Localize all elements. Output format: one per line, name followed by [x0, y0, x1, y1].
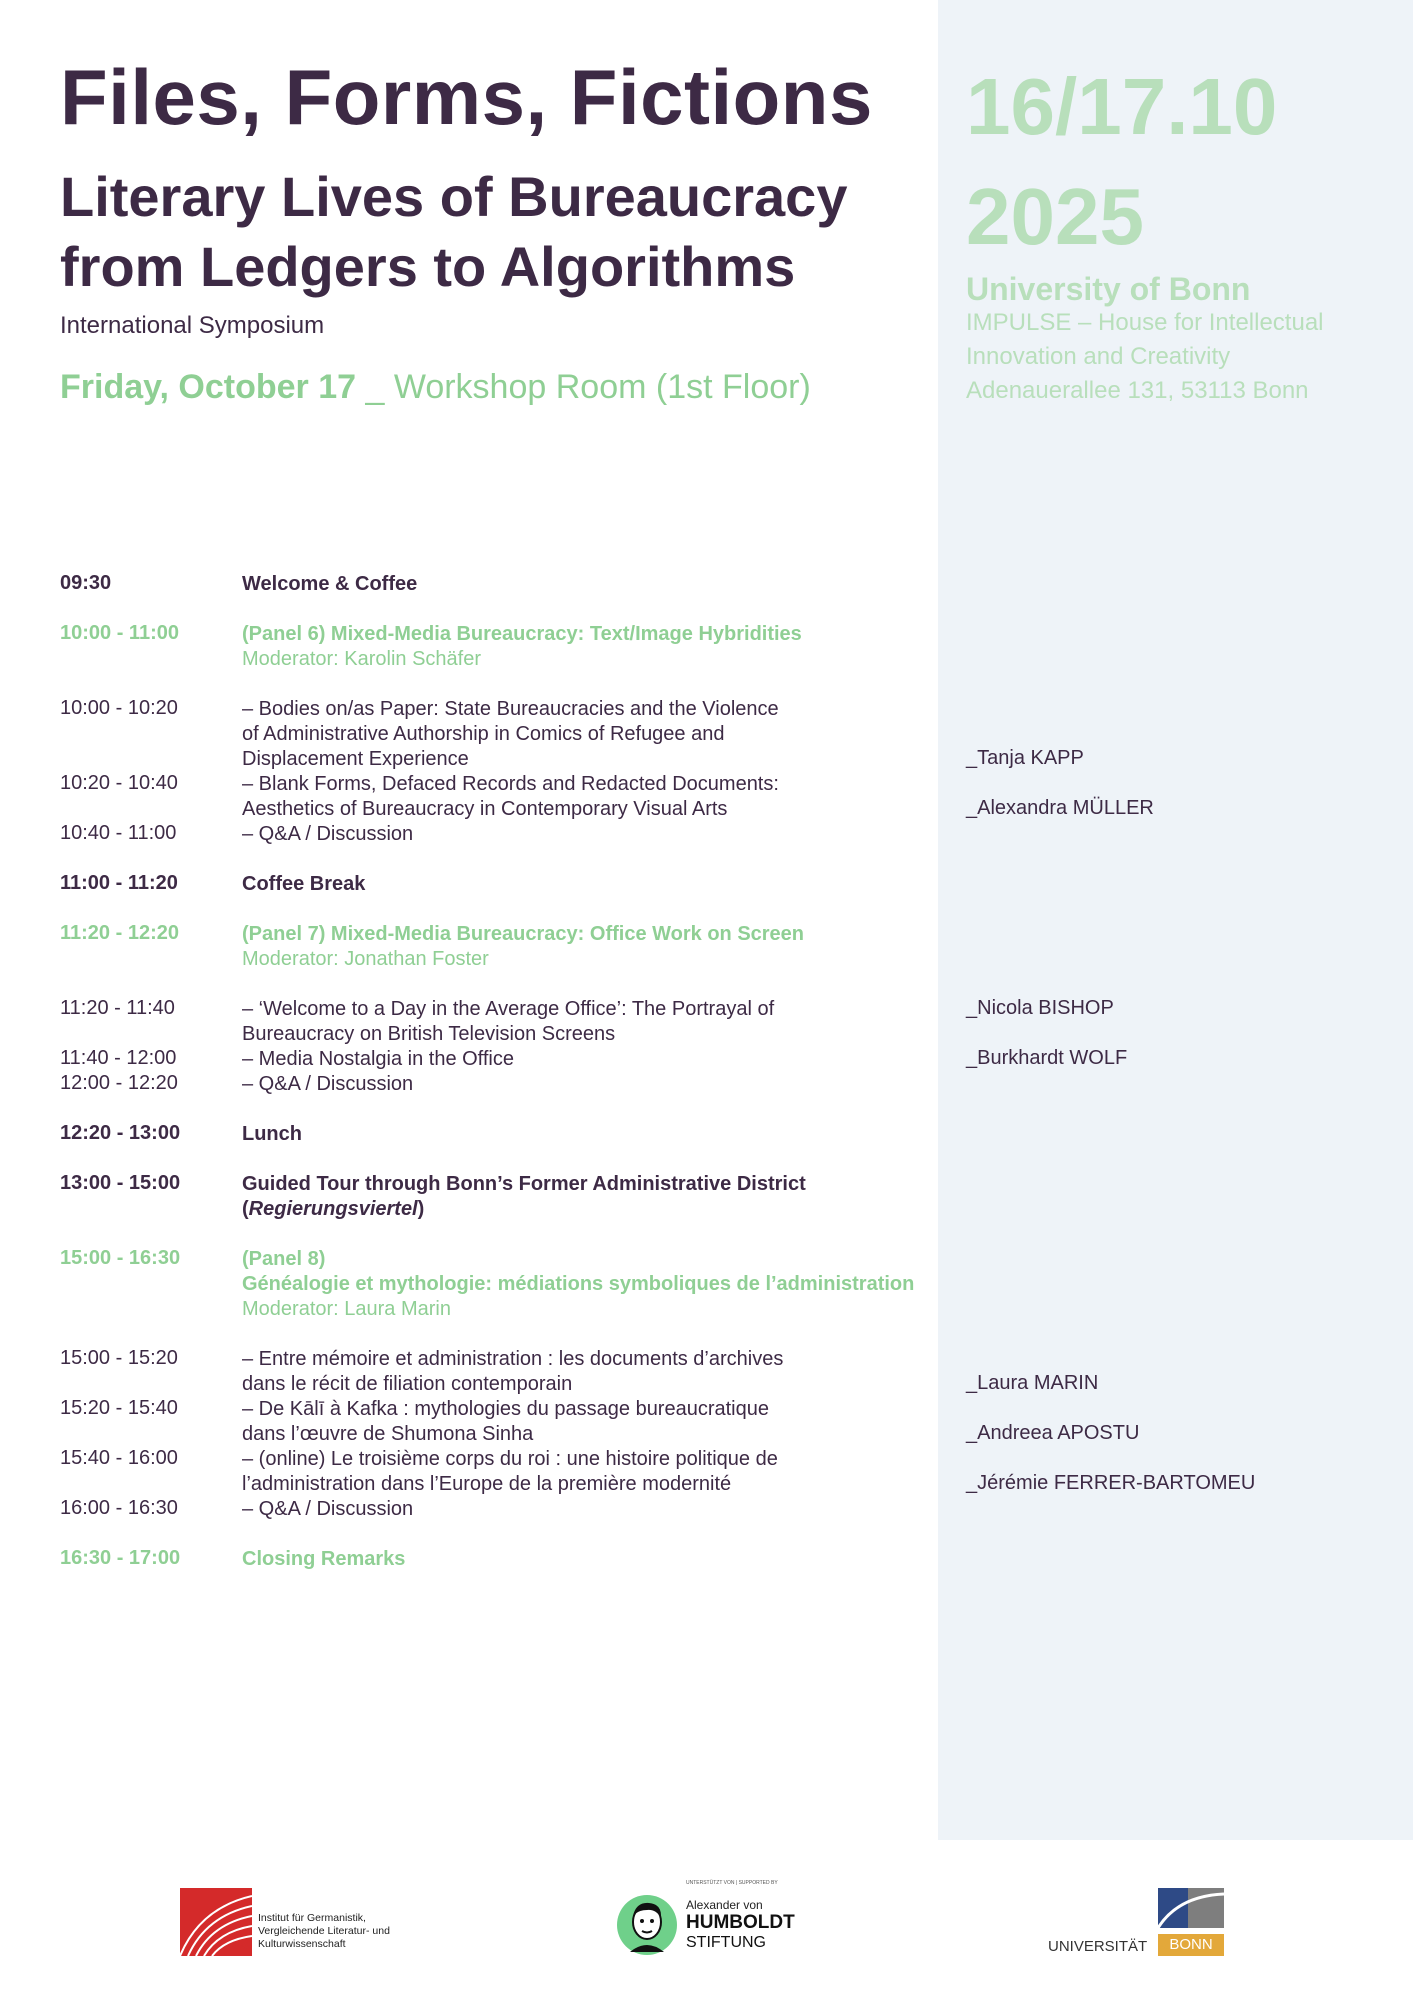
panel-8	[242, 1247, 914, 1322]
venue-line-1: IMPULSE – House for Intellectual	[966, 309, 1324, 336]
row-time: 15:00 - 15:20	[60, 1347, 178, 1369]
talk	[242, 772, 779, 822]
humboldt-line-3: STIFTUNG	[686, 1934, 766, 1951]
institute-mark-icon	[180, 1888, 252, 1956]
bonn-logo-bonn: BONN	[1158, 1934, 1224, 1956]
speaker: _Tanja KAPP	[966, 747, 1084, 769]
day-label: Friday, October 17	[60, 368, 357, 406]
talk-line: – ‘Welcome to a Day in the Average Office’: The Portrayal of	[242, 998, 775, 1020]
institute-line: Vergleichende Literatur- und	[258, 1925, 390, 1937]
row-time: 11:00 - 11:20	[60, 872, 178, 894]
row-time: 15:20 - 15:40	[60, 1397, 178, 1419]
talk	[242, 697, 779, 772]
venue-block	[966, 272, 1324, 408]
subtitle-line-2: from Ledgers to Algorithms	[60, 235, 796, 298]
row-time: 15:40 - 16:00	[60, 1447, 178, 1469]
row-time: 11:40 - 12:00	[60, 1047, 177, 1069]
row-time: 15:00 - 16:30	[60, 1247, 181, 1269]
guided-tour	[242, 1172, 806, 1222]
panel-moderator: Moderator: Jonathan Foster	[242, 948, 489, 970]
panel-7	[242, 922, 804, 972]
row-time: 11:20 - 12:20	[60, 922, 179, 944]
row-time: 10:40 - 11:00	[60, 822, 177, 844]
humboldt-portrait-icon	[616, 1894, 678, 1956]
talk-line: – De Kālī à Kafka : mythologies du passage bureaucratique	[242, 1398, 769, 1420]
venue-line-2: Innovation and Creativity	[966, 343, 1231, 370]
subtitle-line-1: Literary Lives of Bureaucracy	[60, 165, 848, 228]
humboldt-line-1: Alexander von	[686, 1898, 763, 1912]
talk	[242, 1397, 769, 1447]
row-time: 10:00 - 11:00	[60, 622, 179, 644]
bonn-logo-word: UNIVERSITÄT	[1048, 1938, 1148, 1955]
page-title: Files, Forms, Fictions	[60, 53, 873, 141]
dates-year: 2025	[966, 172, 1144, 261]
row-title: Welcome & Coffee	[242, 573, 418, 595]
row-time: 12:00 - 12:20	[60, 1072, 178, 1094]
event-type: International Symposium	[60, 312, 325, 339]
paren-close: )	[417, 1198, 425, 1220]
panel-title: (Panel 7) Mixed-Media Bureaucracy: Office Work on Screen	[242, 923, 805, 945]
talk-line: Aesthetics of Bureaucracy in Contemporary Visual Arts	[242, 798, 728, 820]
panel-label: (Panel 8)	[242, 1248, 326, 1270]
row-time: 16:00 - 16:30	[60, 1497, 178, 1519]
talk-line: – Q&A / Discussion	[242, 1498, 414, 1520]
speaker: _Laura MARIN	[966, 1372, 1099, 1394]
talk-line: dans le récit de filiation contemporain	[242, 1373, 573, 1395]
humboldt-logo	[616, 1880, 816, 1960]
institute-line: Institut für Germanistik,	[258, 1912, 366, 1924]
university-bonn-logo	[1048, 1888, 1228, 1960]
venue-address: Adenauerallee 131, 53113 Bonn	[966, 377, 1309, 404]
dates-days: 16/17.10	[966, 62, 1278, 151]
row-time: 12:20 - 13:00	[60, 1122, 181, 1144]
day-separator: _	[356, 368, 394, 406]
talk-line: – (online) Le troisième corps du roi : une histoire politique de	[242, 1448, 778, 1470]
talk-line: – Q&A / Discussion	[242, 1073, 414, 1095]
talk-line: – Q&A / Discussion	[242, 823, 414, 845]
panel-moderator: Moderator: Laura Marin	[242, 1298, 451, 1320]
row-time: 10:00 - 10:20	[60, 697, 178, 719]
paren-open: (	[242, 1198, 249, 1220]
row-time: 11:20 - 11:40	[60, 997, 175, 1019]
talk-line: – Entre mémoire et administration : les documents d’archives	[242, 1348, 784, 1370]
institute-name	[258, 1912, 390, 1951]
speaker: _Andreea APOSTU	[966, 1422, 1140, 1444]
room-label: Workshop Room (1st Floor)	[393, 368, 811, 406]
panel-title: Généalogie et mythologie: médiations symboliques de l’administration	[242, 1273, 915, 1295]
tour-district: Regierungsviertel	[248, 1198, 418, 1220]
humboldt-line-2: HUMBOLDT	[686, 1912, 795, 1933]
panel-moderator: Moderator: Karolin Schäfer	[242, 648, 482, 670]
talk-line: Bureaucracy on British Television Screens	[242, 1023, 616, 1045]
talk-line: dans l’œuvre de Shumona Sinha	[242, 1423, 534, 1445]
speaker: _Burkhardt WOLF	[966, 1047, 1128, 1069]
tour-line: Guided Tour through Bonn’s Former Administrative District	[242, 1173, 806, 1195]
talk	[242, 1447, 778, 1497]
venue-university: University of Bonn	[966, 271, 1251, 307]
day-and-room	[60, 368, 811, 407]
talk-line: l’administration dans l’Europe de la première modernité	[242, 1473, 732, 1495]
row-title: Lunch	[242, 1123, 302, 1145]
speaker: _Nicola BISHOP	[966, 997, 1114, 1019]
institute-logo	[180, 1888, 410, 1960]
panel-title: (Panel 6) Mixed-Media Bureaucracy: Text/Image Hybridities	[242, 623, 802, 645]
speaker: _Alexandra MÜLLER	[966, 797, 1154, 819]
talk-line: Displacement Experience	[242, 748, 469, 770]
institute-line: Kulturwissenschaft	[258, 1938, 346, 1950]
talk-line: – Media Nostalgia in the Office	[242, 1048, 515, 1070]
event-dates	[966, 52, 1277, 272]
speaker: _Jérémie FERRER-BARTOMEU	[966, 1472, 1256, 1494]
row-title: Closing Remarks	[242, 1548, 406, 1570]
row-time: 09:30	[60, 572, 112, 594]
page-subtitle	[60, 162, 847, 302]
row-title: Coffee Break	[242, 873, 366, 895]
row-time: 10:20 - 10:40	[60, 772, 178, 794]
talk	[242, 997, 774, 1047]
bonn-logo-arc-icon	[1158, 1888, 1224, 1928]
talk-line: of Administrative Authorship in Comics of Refugee and	[242, 723, 725, 745]
humboldt-supported-by: UNTERSTÜTZT VON | SUPPORTED BY	[686, 1880, 778, 1886]
row-time: 16:30 - 17:00	[60, 1547, 181, 1569]
talk	[242, 1347, 783, 1397]
talk-line: – Bodies on/as Paper: State Bureaucracies and the Violence	[242, 698, 779, 720]
panel-6	[242, 622, 802, 672]
talk-line: – Blank Forms, Defaced Records and Redacted Documents:	[242, 773, 779, 795]
row-time: 13:00 - 15:00	[60, 1172, 181, 1194]
